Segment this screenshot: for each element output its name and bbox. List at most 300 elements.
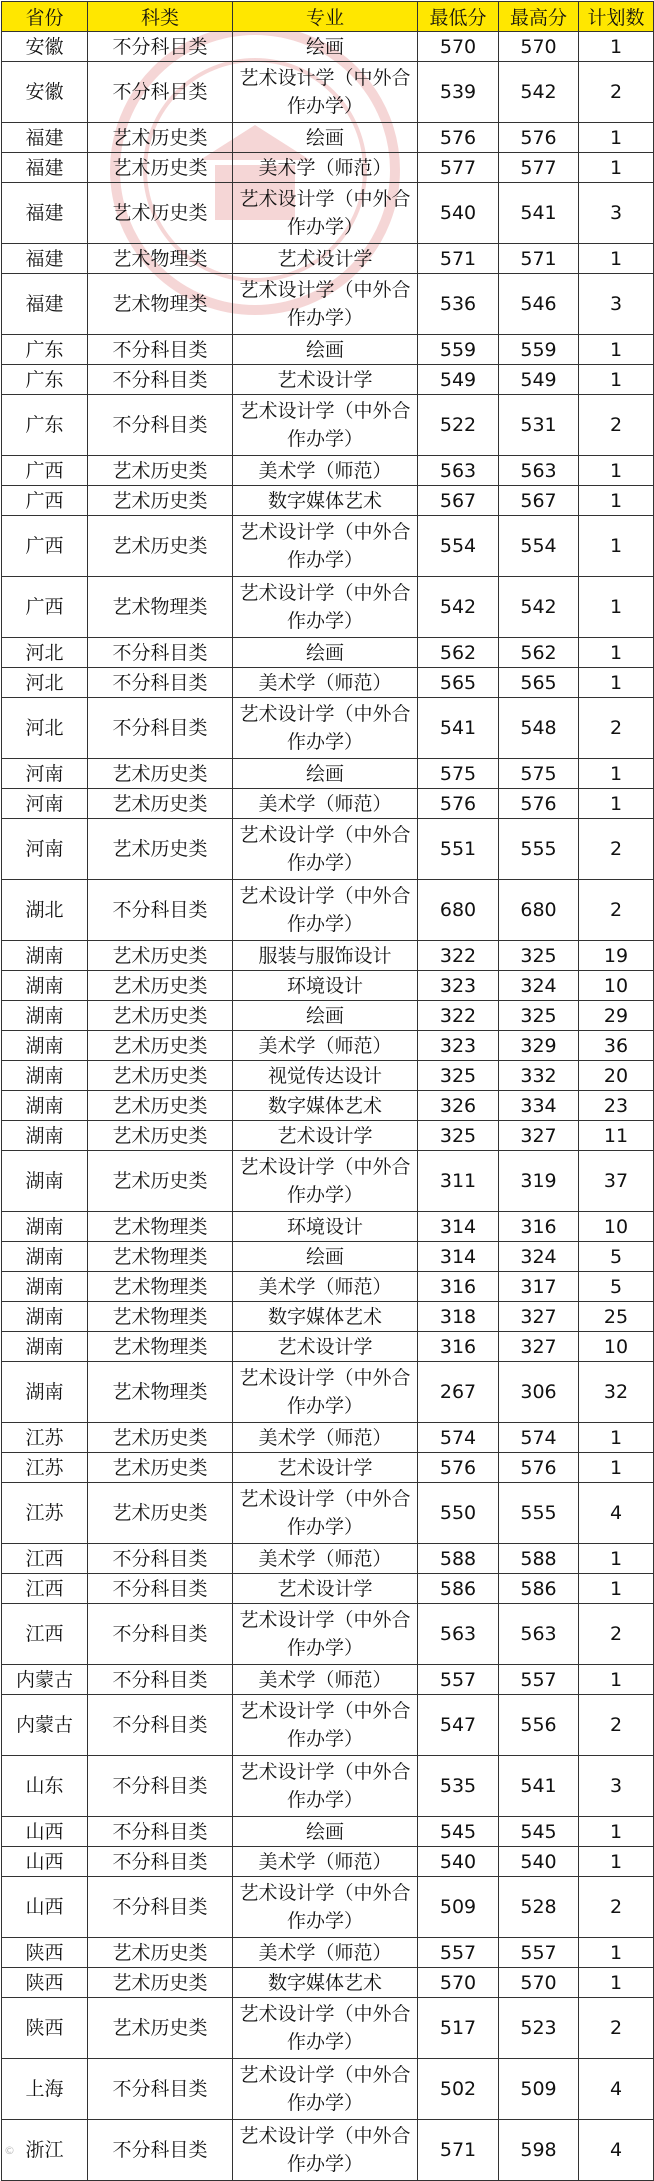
cell-plan-count: 1 bbox=[579, 789, 654, 819]
cell-min-score: 325 bbox=[418, 1061, 499, 1091]
cell-major: 艺术设计学（中外合作办学） bbox=[233, 1998, 418, 2059]
table-row bbox=[2, 395, 654, 456]
cell-major: 美术学（师范） bbox=[233, 668, 418, 698]
cell-province: 广东 bbox=[2, 365, 88, 395]
cell-max-score: 567 bbox=[499, 486, 579, 516]
cell-category: 艺术历史类 bbox=[88, 759, 233, 789]
cell-province: 内蒙古 bbox=[2, 1695, 88, 1756]
cell-max-score: 576 bbox=[499, 1453, 579, 1483]
table-row bbox=[2, 123, 654, 153]
cell-max-score: 548 bbox=[499, 698, 579, 759]
cell-major: 艺术设计学（中外合作办学） bbox=[233, 698, 418, 759]
cell-max-score: 554 bbox=[499, 516, 579, 577]
cell-category: 艺术历史类 bbox=[88, 153, 233, 183]
cell-min-score: 562 bbox=[418, 638, 499, 668]
table-row bbox=[2, 1362, 654, 1423]
cell-province: 河南 bbox=[2, 819, 88, 880]
cell-max-score: 541 bbox=[499, 183, 579, 244]
cell-province: 湖南 bbox=[2, 1061, 88, 1091]
cell-category: 艺术物理类 bbox=[88, 1272, 233, 1302]
cell-max-score: 555 bbox=[499, 1483, 579, 1544]
table-row bbox=[2, 1031, 654, 1061]
cell-province: 陕西 bbox=[2, 1998, 88, 2059]
cell-major: 数字媒体艺术 bbox=[233, 1091, 418, 1121]
cell-category: 不分科目类 bbox=[88, 1604, 233, 1665]
cell-max-score: 327 bbox=[499, 1332, 579, 1362]
cell-province: 湖南 bbox=[2, 1332, 88, 1362]
cell-category: 艺术历史类 bbox=[88, 1998, 233, 2059]
cell-min-score: 541 bbox=[418, 698, 499, 759]
cell-category: 不分科目类 bbox=[88, 1756, 233, 1817]
cell-major: 艺术设计学 bbox=[233, 1121, 418, 1151]
cell-max-score: 317 bbox=[499, 1272, 579, 1302]
cell-min-score: 535 bbox=[418, 1756, 499, 1817]
cell-category: 艺术历史类 bbox=[88, 1483, 233, 1544]
cell-max-score: 576 bbox=[499, 789, 579, 819]
cell-max-score: 531 bbox=[499, 395, 579, 456]
cell-min-score: 326 bbox=[418, 1091, 499, 1121]
table-row bbox=[2, 819, 654, 880]
table-row bbox=[2, 1847, 654, 1877]
cell-max-score: 332 bbox=[499, 1061, 579, 1091]
cell-major: 艺术设计学 bbox=[233, 1453, 418, 1483]
cell-major: 美术学（师范） bbox=[233, 1847, 418, 1877]
cell-province: 安徽 bbox=[2, 62, 88, 123]
table-row bbox=[2, 1453, 654, 1483]
cell-plan-count: 2 bbox=[579, 819, 654, 880]
cell-category: 不分科目类 bbox=[88, 1847, 233, 1877]
cell-max-score: 570 bbox=[499, 32, 579, 62]
cell-category: 不分科目类 bbox=[88, 32, 233, 62]
cell-max-score: 575 bbox=[499, 759, 579, 789]
cell-major: 艺术设计学（中外合作办学） bbox=[233, 516, 418, 577]
cell-category: 艺术历史类 bbox=[88, 1001, 233, 1031]
cell-major: 绘画 bbox=[233, 335, 418, 365]
table-row bbox=[2, 274, 654, 335]
cell-province: 河北 bbox=[2, 638, 88, 668]
table-row bbox=[2, 183, 654, 244]
cell-plan-count: 1 bbox=[579, 1423, 654, 1453]
cell-province: 山西 bbox=[2, 1877, 88, 1938]
cell-max-score: 509 bbox=[499, 2059, 579, 2120]
cell-major: 艺术设计学 bbox=[233, 1574, 418, 1604]
cell-max-score: 555 bbox=[499, 819, 579, 880]
cell-major: 艺术设计学（中外合作办学） bbox=[233, 819, 418, 880]
cell-max-score: 316 bbox=[499, 1212, 579, 1242]
cell-major: 艺术设计学（中外合作办学） bbox=[233, 2059, 418, 2120]
table-row bbox=[2, 2120, 654, 2181]
cell-category: 艺术历史类 bbox=[88, 1121, 233, 1151]
cell-max-score: 546 bbox=[499, 274, 579, 335]
cell-category: 艺术历史类 bbox=[88, 789, 233, 819]
cell-major: 绘画 bbox=[233, 1242, 418, 1272]
cell-province: 江西 bbox=[2, 1604, 88, 1665]
cell-major: 艺术设计学（中外合作办学） bbox=[233, 62, 418, 123]
table-row bbox=[2, 1272, 654, 1302]
cell-min-score: 576 bbox=[418, 123, 499, 153]
cell-category: 不分科目类 bbox=[88, 668, 233, 698]
cell-province: 内蒙古 bbox=[2, 1665, 88, 1695]
table-row bbox=[2, 1665, 654, 1695]
cell-min-score: 545 bbox=[418, 1817, 499, 1847]
cell-plan-count: 37 bbox=[579, 1151, 654, 1212]
cell-max-score: 325 bbox=[499, 941, 579, 971]
table-row bbox=[2, 1151, 654, 1212]
cell-major: 美术学（师范） bbox=[233, 1665, 418, 1695]
cell-plan-count: 23 bbox=[579, 1091, 654, 1121]
cell-min-score: 540 bbox=[418, 1847, 499, 1877]
cell-max-score: 565 bbox=[499, 668, 579, 698]
cell-category: 艺术历史类 bbox=[88, 123, 233, 153]
cell-plan-count: 1 bbox=[579, 638, 654, 668]
cell-category: 不分科目类 bbox=[88, 1544, 233, 1574]
cell-province: 湖南 bbox=[2, 1001, 88, 1031]
cell-category: 艺术历史类 bbox=[88, 1061, 233, 1091]
cell-max-score: 327 bbox=[499, 1302, 579, 1332]
cell-plan-count: 1 bbox=[579, 516, 654, 577]
cell-max-score: 562 bbox=[499, 638, 579, 668]
table-row bbox=[2, 1423, 654, 1453]
cell-max-score: 542 bbox=[499, 62, 579, 123]
cell-plan-count: 1 bbox=[579, 153, 654, 183]
cell-province: 湖南 bbox=[2, 1242, 88, 1272]
cell-province: 河北 bbox=[2, 668, 88, 698]
table-row bbox=[2, 880, 654, 941]
cell-plan-count: 1 bbox=[579, 1574, 654, 1604]
table-row bbox=[2, 971, 654, 1001]
cell-min-score: 576 bbox=[418, 789, 499, 819]
cell-plan-count: 4 bbox=[579, 2120, 654, 2181]
table-row bbox=[2, 32, 654, 62]
cell-major: 美术学（师范） bbox=[233, 789, 418, 819]
cell-max-score: 563 bbox=[499, 1604, 579, 1665]
cell-major: 艺术设计学 bbox=[233, 365, 418, 395]
cell-category: 不分科目类 bbox=[88, 335, 233, 365]
cell-category: 不分科目类 bbox=[88, 2059, 233, 2120]
cell-max-score: 576 bbox=[499, 123, 579, 153]
cell-min-score: 517 bbox=[418, 1998, 499, 2059]
cell-major: 艺术设计学（中外合作办学） bbox=[233, 1151, 418, 1212]
table-row bbox=[2, 1212, 654, 1242]
col-header-category: 科类 bbox=[88, 2, 233, 32]
credit-mark: © bbox=[4, 2144, 15, 2157]
cell-min-score: 267 bbox=[418, 1362, 499, 1423]
cell-category: 不分科目类 bbox=[88, 365, 233, 395]
cell-category: 不分科目类 bbox=[88, 698, 233, 759]
cell-province: 山西 bbox=[2, 1817, 88, 1847]
cell-major: 视觉传达设计 bbox=[233, 1061, 418, 1091]
cell-min-score: 502 bbox=[418, 2059, 499, 2120]
cell-min-score: 550 bbox=[418, 1483, 499, 1544]
cell-max-score: 577 bbox=[499, 153, 579, 183]
cell-category: 不分科目类 bbox=[88, 1695, 233, 1756]
cell-major: 艺术设计学（中外合作办学） bbox=[233, 577, 418, 638]
cell-max-score: 559 bbox=[499, 335, 579, 365]
cell-plan-count: 1 bbox=[579, 1665, 654, 1695]
cell-plan-count: 2 bbox=[579, 1695, 654, 1756]
cell-major: 艺术设计学（中外合作办学） bbox=[233, 1756, 418, 1817]
cell-min-score: 571 bbox=[418, 244, 499, 274]
table-row bbox=[2, 1604, 654, 1665]
col-header-max-score: 最高分 bbox=[499, 2, 579, 32]
cell-major: 数字媒体艺术 bbox=[233, 486, 418, 516]
table-row bbox=[2, 62, 654, 123]
cell-major: 绘画 bbox=[233, 759, 418, 789]
cell-category: 不分科目类 bbox=[88, 2120, 233, 2181]
cell-min-score: 565 bbox=[418, 668, 499, 698]
cell-max-score: 523 bbox=[499, 1998, 579, 2059]
cell-plan-count: 1 bbox=[579, 759, 654, 789]
table-row bbox=[2, 789, 654, 819]
cell-major: 艺术设计学（中外合作办学） bbox=[233, 1362, 418, 1423]
cell-max-score: 324 bbox=[499, 1242, 579, 1272]
cell-major: 绘画 bbox=[233, 638, 418, 668]
table-row bbox=[2, 1332, 654, 1362]
cell-major: 绘画 bbox=[233, 32, 418, 62]
cell-province: 江苏 bbox=[2, 1453, 88, 1483]
cell-province: 湖南 bbox=[2, 1302, 88, 1332]
cell-plan-count: 10 bbox=[579, 1212, 654, 1242]
table-row bbox=[2, 759, 654, 789]
cell-min-score: 311 bbox=[418, 1151, 499, 1212]
cell-major: 艺术设计学（中外合作办学） bbox=[233, 1483, 418, 1544]
cell-major: 服装与服饰设计 bbox=[233, 941, 418, 971]
cell-province: 湖南 bbox=[2, 1121, 88, 1151]
cell-major: 艺术设计学（中外合作办学） bbox=[233, 2120, 418, 2181]
cell-major: 艺术设计学 bbox=[233, 244, 418, 274]
cell-max-score: 570 bbox=[499, 1968, 579, 1998]
cell-category: 艺术物理类 bbox=[88, 1212, 233, 1242]
table-row bbox=[2, 1998, 654, 2059]
cell-max-score: 549 bbox=[499, 365, 579, 395]
cell-category: 艺术历史类 bbox=[88, 819, 233, 880]
cell-max-score: 574 bbox=[499, 1423, 579, 1453]
cell-major: 环境设计 bbox=[233, 971, 418, 1001]
cell-major: 艺术设计学 bbox=[233, 1332, 418, 1362]
cell-plan-count: 5 bbox=[579, 1272, 654, 1302]
cell-category: 艺术物理类 bbox=[88, 577, 233, 638]
cell-major: 绘画 bbox=[233, 1001, 418, 1031]
cell-category: 艺术历史类 bbox=[88, 516, 233, 577]
cell-plan-count: 4 bbox=[579, 2059, 654, 2120]
cell-province: 湖南 bbox=[2, 1212, 88, 1242]
cell-province: 广东 bbox=[2, 395, 88, 456]
cell-plan-count: 3 bbox=[579, 1756, 654, 1817]
cell-province: 江苏 bbox=[2, 1423, 88, 1453]
cell-major: 艺术设计学（中外合作办学） bbox=[233, 1695, 418, 1756]
cell-min-score: 551 bbox=[418, 819, 499, 880]
cell-max-score: 528 bbox=[499, 1877, 579, 1938]
cell-min-score: 522 bbox=[418, 395, 499, 456]
cell-category: 艺术物理类 bbox=[88, 1242, 233, 1272]
cell-min-score: 314 bbox=[418, 1242, 499, 1272]
cell-category: 不分科目类 bbox=[88, 62, 233, 123]
cell-category: 不分科目类 bbox=[88, 1665, 233, 1695]
cell-plan-count: 1 bbox=[579, 1817, 654, 1847]
cell-max-score: 542 bbox=[499, 577, 579, 638]
table-row bbox=[2, 1756, 654, 1817]
cell-major: 绘画 bbox=[233, 1817, 418, 1847]
cell-min-score: 570 bbox=[418, 32, 499, 62]
cell-plan-count: 2 bbox=[579, 1604, 654, 1665]
cell-category: 艺术物理类 bbox=[88, 244, 233, 274]
cell-plan-count: 1 bbox=[579, 244, 654, 274]
cell-plan-count: 32 bbox=[579, 1362, 654, 1423]
col-header-major: 专业 bbox=[233, 2, 418, 32]
cell-category: 艺术历史类 bbox=[88, 183, 233, 244]
cell-major: 艺术设计学（中外合作办学） bbox=[233, 1604, 418, 1665]
cell-min-score: 540 bbox=[418, 183, 499, 244]
cell-max-score: 586 bbox=[499, 1574, 579, 1604]
cell-province: 福建 bbox=[2, 274, 88, 335]
cell-min-score: 571 bbox=[418, 2120, 499, 2181]
cell-max-score: 563 bbox=[499, 456, 579, 486]
cell-province: 广西 bbox=[2, 456, 88, 486]
table-row bbox=[2, 1121, 654, 1151]
cell-min-score: 323 bbox=[418, 971, 499, 1001]
cell-category: 艺术历史类 bbox=[88, 1938, 233, 1968]
cell-max-score: 306 bbox=[499, 1362, 579, 1423]
cell-category: 不分科目类 bbox=[88, 395, 233, 456]
cell-category: 艺术物理类 bbox=[88, 1332, 233, 1362]
cell-plan-count: 4 bbox=[579, 1483, 654, 1544]
cell-plan-count: 1 bbox=[579, 1938, 654, 1968]
cell-min-score: 314 bbox=[418, 1212, 499, 1242]
table-row bbox=[2, 1574, 654, 1604]
cell-min-score: 322 bbox=[418, 941, 499, 971]
cell-min-score: 323 bbox=[418, 1031, 499, 1061]
cell-plan-count: 5 bbox=[579, 1242, 654, 1272]
cell-category: 不分科目类 bbox=[88, 1817, 233, 1847]
cell-plan-count: 1 bbox=[579, 123, 654, 153]
cell-max-score: 334 bbox=[499, 1091, 579, 1121]
cell-max-score: 557 bbox=[499, 1938, 579, 1968]
cell-major: 数字媒体艺术 bbox=[233, 1968, 418, 1998]
table-row bbox=[2, 335, 654, 365]
cell-plan-count: 1 bbox=[579, 668, 654, 698]
cell-major: 艺术设计学（中外合作办学） bbox=[233, 183, 418, 244]
cell-plan-count: 2 bbox=[579, 395, 654, 456]
cell-plan-count: 19 bbox=[579, 941, 654, 971]
cell-max-score: 557 bbox=[499, 1665, 579, 1695]
cell-min-score: 559 bbox=[418, 335, 499, 365]
cell-province: 福建 bbox=[2, 244, 88, 274]
cell-major: 环境设计 bbox=[233, 1212, 418, 1242]
cell-major: 美术学（师范） bbox=[233, 1272, 418, 1302]
cell-plan-count: 1 bbox=[579, 486, 654, 516]
cell-province: 福建 bbox=[2, 153, 88, 183]
cell-max-score: 319 bbox=[499, 1151, 579, 1212]
cell-plan-count: 2 bbox=[579, 698, 654, 759]
cell-major: 美术学（师范） bbox=[233, 456, 418, 486]
cell-min-score: 557 bbox=[418, 1938, 499, 1968]
cell-province: 江西 bbox=[2, 1544, 88, 1574]
cell-province: 山西 bbox=[2, 1847, 88, 1877]
cell-major: 数字媒体艺术 bbox=[233, 1302, 418, 1332]
cell-province: 湖南 bbox=[2, 1091, 88, 1121]
cell-province: 湖南 bbox=[2, 1272, 88, 1302]
cell-max-score: 327 bbox=[499, 1121, 579, 1151]
cell-plan-count: 1 bbox=[579, 365, 654, 395]
cell-plan-count: 1 bbox=[579, 456, 654, 486]
cell-min-score: 586 bbox=[418, 1574, 499, 1604]
cell-min-score: 680 bbox=[418, 880, 499, 941]
table-row bbox=[2, 244, 654, 274]
cell-plan-count: 10 bbox=[579, 1332, 654, 1362]
cell-province: 湖南 bbox=[2, 1031, 88, 1061]
cell-province: 广西 bbox=[2, 516, 88, 577]
cell-plan-count: 10 bbox=[579, 971, 654, 1001]
cell-plan-count: 36 bbox=[579, 1031, 654, 1061]
cell-max-score: 556 bbox=[499, 1695, 579, 1756]
cell-plan-count: 3 bbox=[579, 183, 654, 244]
col-header-province: 省份 bbox=[2, 2, 88, 32]
cell-plan-count: 1 bbox=[579, 335, 654, 365]
cell-category: 艺术历史类 bbox=[88, 1151, 233, 1212]
cell-province: 河南 bbox=[2, 789, 88, 819]
table-row bbox=[2, 1544, 654, 1574]
cell-plan-count: 2 bbox=[579, 880, 654, 941]
cell-category: 不分科目类 bbox=[88, 638, 233, 668]
table-row bbox=[2, 516, 654, 577]
cell-max-score: 680 bbox=[499, 880, 579, 941]
cell-max-score: 598 bbox=[499, 2120, 579, 2181]
cell-province: 江西 bbox=[2, 1574, 88, 1604]
cell-province: 广东 bbox=[2, 335, 88, 365]
col-header-plan-count: 计划数 bbox=[579, 2, 654, 32]
table-row bbox=[2, 638, 654, 668]
cell-province: 湖南 bbox=[2, 1151, 88, 1212]
cell-min-score: 322 bbox=[418, 1001, 499, 1031]
cell-min-score: 316 bbox=[418, 1332, 499, 1362]
cell-major: 艺术设计学（中外合作办学） bbox=[233, 395, 418, 456]
cell-category: 艺术历史类 bbox=[88, 941, 233, 971]
cell-min-score: 557 bbox=[418, 1665, 499, 1695]
cell-major: 美术学（师范） bbox=[233, 153, 418, 183]
cell-plan-count: 1 bbox=[579, 1453, 654, 1483]
cell-plan-count: 3 bbox=[579, 274, 654, 335]
cell-min-score: 316 bbox=[418, 1272, 499, 1302]
cell-category: 艺术历史类 bbox=[88, 1453, 233, 1483]
table-row bbox=[2, 2059, 654, 2120]
cell-province: 福建 bbox=[2, 183, 88, 244]
cell-plan-count: 1 bbox=[579, 1968, 654, 1998]
cell-major: 绘画 bbox=[233, 123, 418, 153]
cell-min-score: 509 bbox=[418, 1877, 499, 1938]
cell-category: 艺术历史类 bbox=[88, 1423, 233, 1453]
cell-province: 河北 bbox=[2, 698, 88, 759]
table-row bbox=[2, 1938, 654, 1968]
cell-province: 浙江 bbox=[2, 2120, 88, 2181]
cell-min-score: 554 bbox=[418, 516, 499, 577]
table-row bbox=[2, 668, 654, 698]
cell-min-score: 575 bbox=[418, 759, 499, 789]
cell-plan-count: 11 bbox=[579, 1121, 654, 1151]
cell-min-score: 536 bbox=[418, 274, 499, 335]
cell-plan-count: 2 bbox=[579, 62, 654, 123]
cell-plan-count: 20 bbox=[579, 1061, 654, 1091]
cell-category: 不分科目类 bbox=[88, 1877, 233, 1938]
cell-min-score: 325 bbox=[418, 1121, 499, 1151]
table-row bbox=[2, 456, 654, 486]
cell-province: 湖南 bbox=[2, 971, 88, 1001]
table-row bbox=[2, 1001, 654, 1031]
cell-major: 美术学（师范） bbox=[233, 1544, 418, 1574]
table-row bbox=[2, 941, 654, 971]
table-row bbox=[2, 1968, 654, 1998]
cell-min-score: 577 bbox=[418, 153, 499, 183]
cell-min-score: 563 bbox=[418, 1604, 499, 1665]
